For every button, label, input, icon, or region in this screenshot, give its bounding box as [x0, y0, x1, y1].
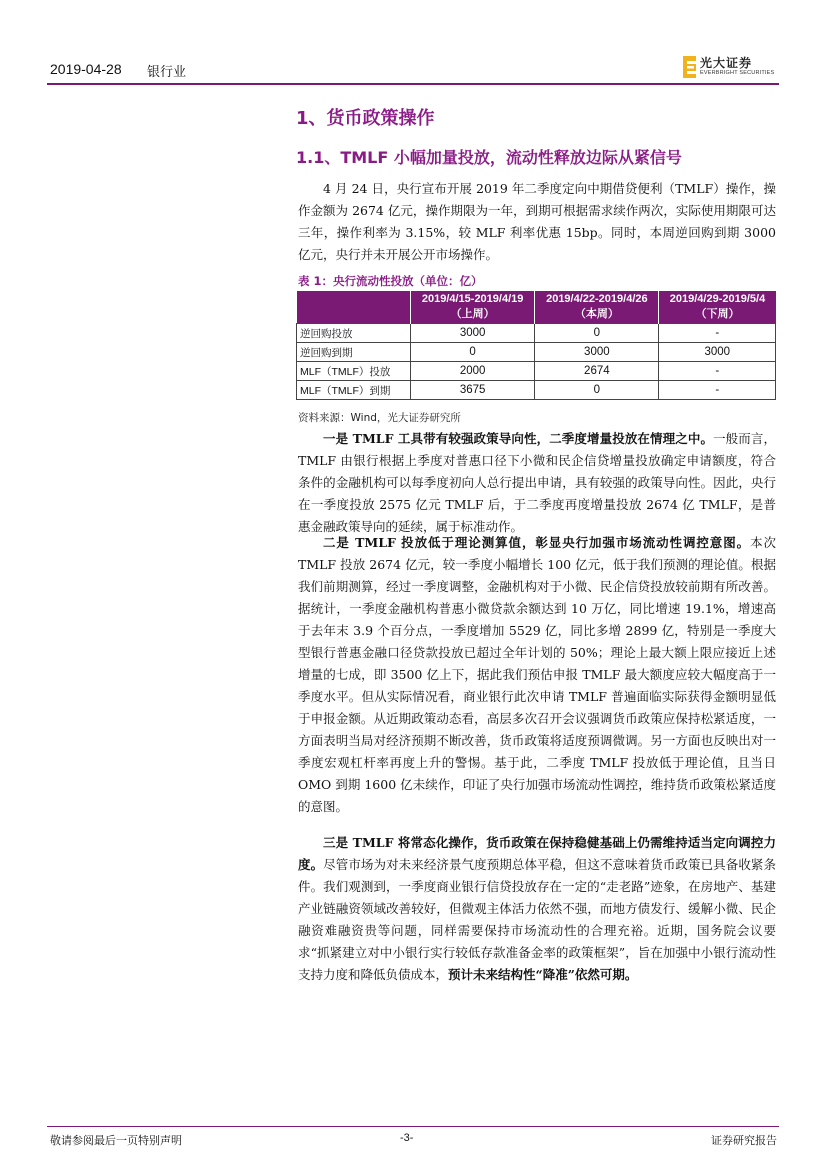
subsection-heading: 1.1、TMLF 小幅加量投放，流动性释放边际从紧信号	[296, 148, 682, 167]
analysis-paragraph-1	[298, 428, 776, 538]
col-note: （本周）	[574, 308, 619, 320]
col-range: 2019/4/22-2019/4/26	[546, 293, 648, 305]
table-cell: 0	[535, 324, 659, 343]
table-row	[297, 343, 776, 362]
intro-paragraph: 4 月 24 日，央行宣布开展 2019 年二季度定向中期借贷便利（TMLF）操作，操作金额为 2674 亿元，操作期限为一年，到期可根据需求续作两次，实际使用期限可达三年，操作利率为 3.15%，较 MLF 利率优惠 15bp。同时，本周逆回购到期 3000 亿元，央行并未开展公开市场操作。	[298, 181, 776, 262]
paragraph-lead: 一是 TMLF 工具带有较强政策导向性，二季度增量投放在情理之中。	[323, 431, 714, 446]
table-header-blank	[297, 291, 411, 324]
paragraph-conclusion: 预计未来结构性“降准”依然可期。	[448, 967, 638, 982]
page-header	[47, 58, 779, 82]
logo-chinese-name: 光大证券	[700, 56, 753, 70]
table-cell: -	[659, 362, 776, 381]
everbright-logo	[683, 54, 779, 80]
paragraph-body: 尽管市场为对未来经济景气度预期总体平稳，但这不意味着货币政策已具备收紧条件。我们观测到，一季度商业银行信贷投放存在一定的“走老路”迹象，在房地产、基建产业链融资领域改善较好，但微观主体活力依然不强，而地方债发行、缓解小微、民企融资难融资贵等问题，同样需要保持市场流动性的合理充裕。近期，国务院会议要求“抓紧建立对中小银行实行较低存款准备金率的政策框架”，旨在加强中小银行流动性支持力度和降低负债成本，	[298, 857, 776, 982]
table-header-cell	[535, 291, 659, 324]
col-range: 2019/4/29-2019/5/4	[669, 293, 766, 305]
table-source: 资料来源：Wind，光大证券研究所	[298, 412, 461, 424]
table-cell: 3000	[659, 343, 776, 362]
row-label: MLF（TMLF）投放	[297, 362, 411, 381]
paragraph-lead: 三是 TMLF 将常态化操作，货币政策在保持稳健基础上仍需维持适当定向调控力度。	[298, 835, 776, 872]
everbright-logo-icon	[683, 56, 696, 78]
table-header-cell	[411, 291, 535, 324]
table-cell: 0	[535, 381, 659, 400]
report-date: 2019-04-28	[50, 61, 122, 77]
row-label: 逆回购到期	[297, 343, 411, 362]
header-divider	[47, 83, 779, 85]
table-row	[297, 381, 776, 400]
row-label: 逆回购投放	[297, 324, 411, 343]
table-header-row	[297, 291, 776, 324]
liquidity-table	[296, 291, 776, 400]
table-cell: 2000	[411, 362, 535, 381]
table-row	[297, 362, 776, 381]
table-cell: 2674	[535, 362, 659, 381]
col-range: 2019/4/15-2019/4/19	[421, 293, 524, 305]
section-heading: 1、货币政策操作	[296, 108, 435, 129]
col-note: （下周）	[695, 308, 740, 320]
disclaimer-note: 敬请参阅最后一页特别声明	[50, 1134, 182, 1147]
analysis-paragraph-2	[298, 532, 776, 818]
row-label: MLF（TMLF）到期	[297, 381, 411, 400]
analysis-paragraph-3	[298, 832, 776, 986]
col-note: （上周）	[450, 308, 495, 320]
table-cell: -	[659, 324, 776, 343]
table-cell: 0	[411, 343, 535, 362]
industry-label: 银行业	[147, 65, 187, 80]
table-header-cell	[659, 291, 776, 324]
table-caption: 表 1：央行流动性投放（单位：亿）	[298, 274, 483, 288]
paragraph-body: 本次 TMLF 投放 2674 亿元，较一季度小幅增长 100 亿元，低于我们预测的理论值。根据我们前期测算，经过一季度调整，金融机构对于小微、民企信贷投放较前期有所改善。据统计，一季度金融机构普惠小微贷款余额达到 10 万亿，同比增速 19.1%，增速高于去年末 3.9 个百分点，一季度增加 5529 亿，同比多增 2899 亿，特别是一季度大型银行普惠金融口径贷款投放已超过全年计划的 50%；理论上最大额上限应接近上述增量的七成，即 3500 亿上下，据此我们预估申报 TMLF 最大额度应较大幅度高于一季度水平。但从实际情况看，商业银行此次申请 TMLF 普遍面临实际获得金额明显低于申报金额。从近期政策动态看，高层多次召开会议强调货币政策应保持松紧适度，一方面表明当局对经济预期不断改善，货币政策将适度预调微调。另一方面也反映出对一季度宏观杠杆率再度上升的警惕。基于此，二季度 TMLF 投放低于理论值，且当日 OMO 到期 1600 亿未续作，印证了央行加强市场流动性调控，维持货币政策松紧适度的意图。	[298, 535, 776, 814]
table-cell: 3000	[411, 324, 535, 343]
page-number: -3-	[400, 1132, 414, 1144]
table-cell: -	[659, 381, 776, 400]
paragraph-body: 一般而言，TMLF 由银行根据上季度对普惠口径下小微和民企信贷增量投放确定申请额度，符合条件的金融机构可以每季度初向人总行提出申请，具有较强的政策导向性。因此，央行在一季度投放 2575 亿元 TMLF 后，于二季度再度增量投放 2674 亿 TMLF，是普惠金融政策导向的延续，属于标准动作。	[298, 431, 776, 534]
table-cell: 3000	[535, 343, 659, 362]
logo-english-name: EVERBRIGHT SECURITIES	[700, 70, 775, 76]
paragraph-lead: 二是 TMLF 投放低于理论测算值，彰显央行加强市场流动性调控意图。	[323, 535, 751, 550]
table-cell: 3675	[411, 381, 535, 400]
footer-divider	[47, 1126, 779, 1127]
report-type: 证券研究报告	[711, 1134, 777, 1147]
table-row	[297, 324, 776, 343]
